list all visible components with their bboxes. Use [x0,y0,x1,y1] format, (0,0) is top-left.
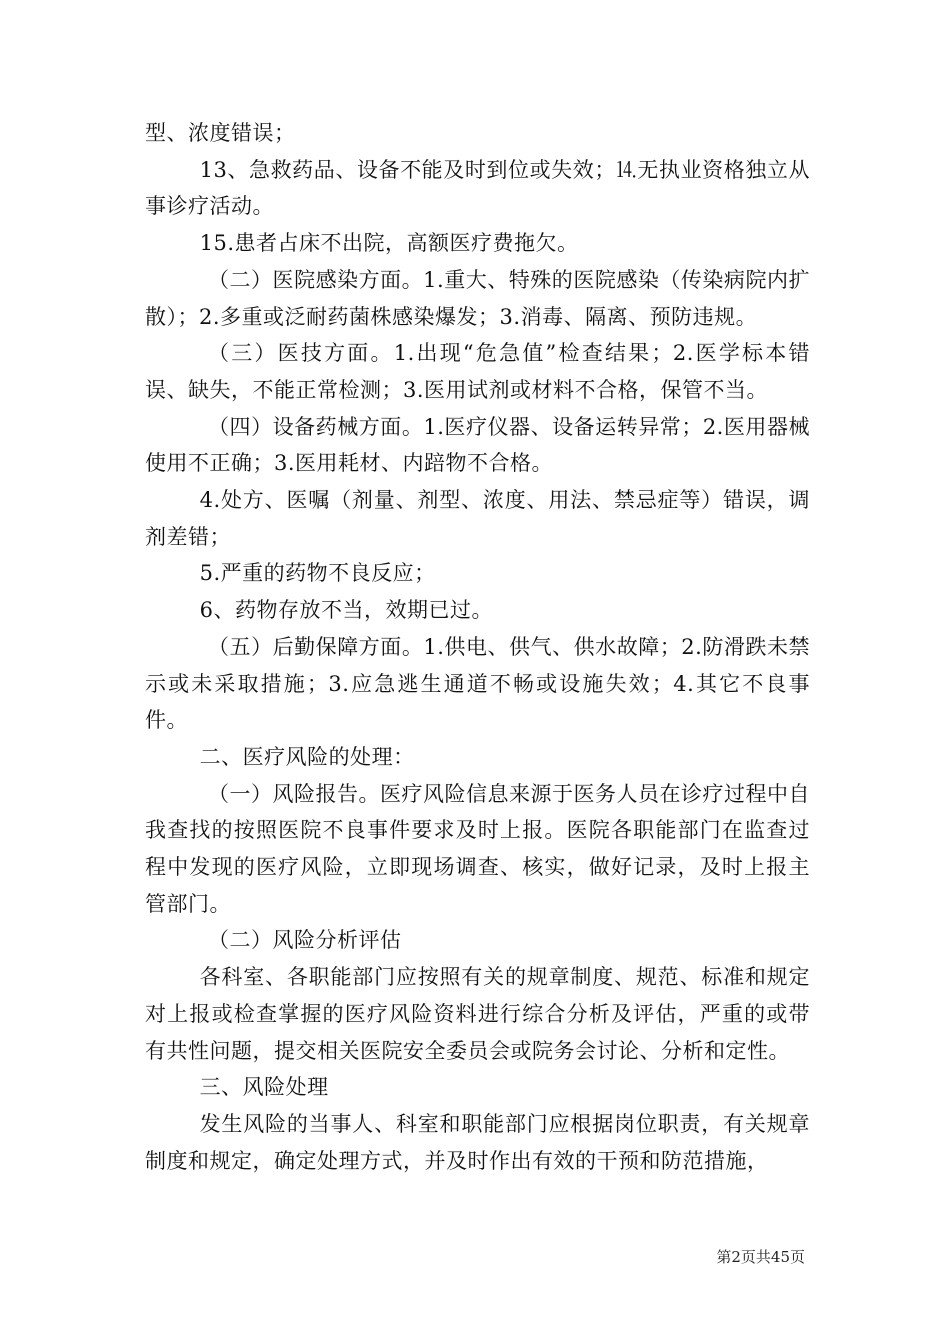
paragraph: 15.患者占床不出院，高额医疗费拖欠。 [199,231,579,256]
paragraph: 5.严重的药物不良反应； [199,561,436,586]
paragraph: 6、药物存放不当，效期已过。 [199,598,493,623]
document-body [145,115,810,1179]
section-heading: 三、风险处理 [199,1075,329,1100]
section-heading: 二、医疗风险的处理： [199,744,415,769]
paragraph: （三）医技方面。1.出现“危急值”检查结果；2.医学标本错误、缺失，不能正常检测；3.医用试剂或材料不合格，保管不当。 [145,341,810,402]
paragraph: 各科室、各职能部门应按照有关的规章制度、规范、标准和规定对上报或检查掌握的医疗风险资料进行综合分析及评估，严重的或带有共性问题，提交相关医院安全委员会或院务会讨论、分析和定性。 [145,965,810,1063]
paragraph: （四）设备药械方面。1.医疗仪器、设备运转异常；2.医用器械使用不正确；3.医用耗材、内踣物不合格。 [145,414,810,476]
paragraph: 发生风险的当事人、科室和职能部门应根据岗位职责，有关规章制度和规定，确定处理方式，并及时作出有效的干预和防范措施， [145,1111,810,1173]
subsection-heading: （二）风险分析评估 [208,928,402,953]
paragraph: （一）风险报告。医疗风险信息来源于医务人员在诊疗过程中自我查找的按照医院不良事件要求及时上报。医院各职能部门在监查过程中发现的医疗风险，立即现场调查、核实，做好记录，及时上报主管部门。 [145,781,810,916]
paragraph: 型、浓度错误； [145,121,296,145]
paragraph: （五）后勤保障方面。1.供电、供气、供水故障；2.防滑跌未禁示或未采取措施；3.应急逃生通道不畅或设施失效；4.其它不良事件。 [145,634,810,733]
paragraph: 4.处方、医嘱（剂量、剂型、浓度、用法、禁忌症等）错误，调剂差错； [145,488,810,549]
paragraph: （二）医院感染方面。1.重大、特殊的医院感染（传染病院内扩散）；2.多重或泛耐药菌株感染爆发；3.消毒、隔离、预防违规。 [145,267,810,329]
page-number: 第2页共45页 [716,1248,805,1266]
paragraph: 13、急救药品、设备不能及时到位或失效；⒕无执业资格独立从事诊疗活动。 [145,157,810,219]
